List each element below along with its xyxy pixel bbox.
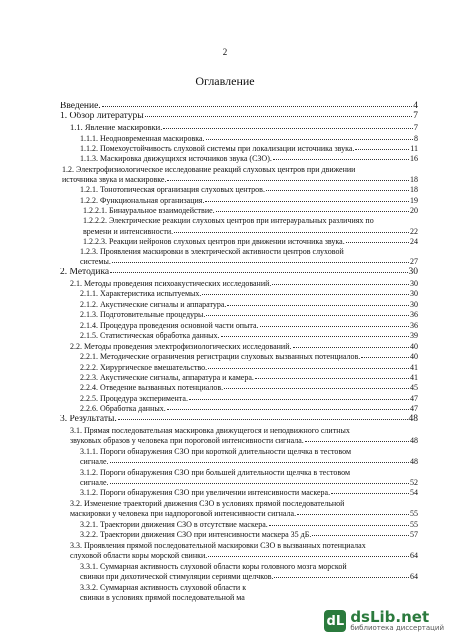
- toc-entry-page: 40: [410, 342, 418, 351]
- toc-entry-title: свинки при дихотической стимуляции сериями щелчков.: [80, 572, 274, 581]
- dot-leader: [346, 242, 409, 243]
- toc-entry[interactable]: [70, 342, 418, 351]
- toc-entry[interactable]: 3.1.1. Пороги обнаружения СЗО при короткой длительности щелчка в тестовом: [80, 447, 352, 456]
- toc-entry-page: 55: [410, 509, 418, 518]
- toc-entry-title: 1.1.2. Помехоустойчивость слуховой системы при локализации источника звука.: [80, 144, 355, 153]
- toc-entry[interactable]: [83, 227, 418, 236]
- dot-leader: [266, 190, 409, 191]
- toc-entry-title: 2.1.5. Статистическая обработка данных.: [80, 331, 220, 340]
- dot-leader: [312, 535, 409, 536]
- toc-entry-title: времени и интенсивности.: [83, 227, 174, 236]
- toc-entry[interactable]: [80, 363, 418, 372]
- toc-entry-page: 47: [410, 404, 418, 413]
- toc-entry-page: 64: [410, 572, 418, 581]
- toc-entry[interactable]: 3.3. Проявления прямой последовательной маскировки СЗО в вызванных потенциалах: [70, 541, 366, 550]
- dot-leader: [361, 357, 409, 358]
- toc-entry-title: 1.1.3. Маскировка движущихся источников звука (СЗО).: [80, 154, 272, 163]
- toc-entry-title: системы.: [80, 257, 111, 266]
- toc-entry[interactable]: [80, 144, 418, 153]
- toc-entry[interactable]: [80, 488, 418, 497]
- dot-leader: [112, 262, 409, 263]
- toc-entry[interactable]: 1.2.3. Проявления маскировки в электрической активности центров слуховой: [80, 247, 344, 256]
- dot-leader: [189, 399, 409, 400]
- toc-entry-page: 52: [410, 478, 418, 487]
- page-number: 2: [222, 47, 228, 57]
- toc-entry[interactable]: [80, 196, 418, 205]
- dot-leader: [110, 272, 407, 273]
- toc-entry-title: 2.2.2. Хирургическое вмешательство.: [80, 363, 208, 372]
- toc-entry[interactable]: [80, 300, 418, 309]
- toc-entry-title: слуховой области коры морской свинки.: [70, 551, 208, 560]
- toc-entry[interactable]: [80, 289, 418, 298]
- toc-entry-title: 2.2.6. Обработка данных.: [80, 404, 166, 413]
- toc-entry-title: 1.2.2.1. Бинауральное взаимодействие.: [83, 206, 215, 215]
- toc-entry-page: 7: [413, 122, 418, 132]
- toc-entry[interactable]: [80, 331, 418, 340]
- toc-entry[interactable]: [70, 509, 418, 518]
- toc-entry-page: 41: [410, 373, 418, 382]
- toc-entry[interactable]: [80, 572, 418, 581]
- dot-leader: [224, 388, 409, 389]
- toc-entry[interactable]: [60, 415, 418, 424]
- dot-leader: [305, 441, 409, 442]
- toc-entry[interactable]: [80, 321, 418, 330]
- dot-leader: [145, 116, 413, 117]
- toc-entry[interactable]: [80, 154, 418, 163]
- toc-entry-page: 30: [410, 279, 418, 288]
- dot-leader: [102, 106, 413, 107]
- dot-leader: [255, 378, 409, 379]
- toc-entry-title: 1.1.1. Неодновременная маскировка.: [80, 134, 205, 143]
- dot-leader: [110, 462, 409, 463]
- toc-entry-title: источника звука и маскировке.: [62, 175, 167, 184]
- toc-entry-title: 2.2. Методы проведения электрофизиологических исследований.: [70, 342, 292, 351]
- toc-entry-page: 64: [410, 551, 418, 560]
- toc-entry-title: 1.2.2. Функциональная организация.: [80, 196, 205, 205]
- toc-entry-title: 3.2.1. Траектории движения СЗО в отсутствие маскера.: [80, 520, 268, 529]
- toc-entry[interactable]: [70, 123, 418, 132]
- toc-entry-title: 2. Методика: [60, 268, 110, 277]
- toc-entry[interactable]: [80, 185, 418, 194]
- toc-entry-title: 2.1.1. Характеристика испытуемых.: [80, 289, 202, 298]
- toc-entry-page: 30: [410, 300, 418, 309]
- toc-entry[interactable]: [60, 102, 418, 111]
- toc-entry[interactable]: свинки в условиях прямой последовательной ма: [80, 593, 245, 602]
- dot-leader: [269, 525, 409, 526]
- dot-leader: [206, 315, 409, 316]
- dot-leader: [272, 284, 409, 285]
- toc-entry-page: 4: [413, 101, 418, 111]
- toc-entry-page: 27: [410, 257, 418, 266]
- toc-entry-page: 30: [410, 289, 418, 298]
- toc-entry[interactable]: [80, 520, 418, 529]
- dot-leader: [174, 232, 409, 233]
- dot-leader: [167, 409, 409, 410]
- toc-entry-page: 36: [410, 310, 418, 319]
- toc-entry-page: 24: [410, 237, 418, 246]
- toc-entry-title: 2.1.2. Акустические сигналы и аппаратура.: [80, 300, 227, 309]
- toc-entry[interactable]: [80, 373, 418, 382]
- toc-entry-title: сигнале.: [80, 478, 109, 487]
- dot-leader: [221, 336, 409, 337]
- toc-entry[interactable]: 3.3.1. Суммарная активность слуховой области коры головного мозга морской: [80, 562, 347, 571]
- toc-entry[interactable]: [70, 436, 418, 445]
- toc-entry[interactable]: 3.2. Изменение траекторий движения СЗО в условиях прямой последовательной: [70, 499, 345, 508]
- toc-entry-title: 1.1. Явление маскировки.: [70, 123, 163, 132]
- toc-entry-page: 16: [410, 154, 418, 163]
- dot-leader: [163, 128, 412, 129]
- toc-entry[interactable]: [80, 134, 418, 143]
- watermark-brand: dsLib.net: [350, 608, 430, 626]
- toc-entry-title: 2.2.5. Процедура эксперимента.: [80, 394, 188, 403]
- toc-title: Оглавление: [195, 74, 255, 88]
- toc-entry[interactable]: 3.1.2. Пороги обнаружения СЗО при большей длительности щелчка в тестовом: [80, 468, 351, 477]
- toc-entry-title: 3.2.2. Траектории движения СЗО при интенсивности маскера 35 дБ.: [80, 530, 312, 539]
- dot-leader: [227, 305, 409, 306]
- toc-entry-title: 2.1.3. Подготовительные процедуры.: [80, 310, 206, 319]
- toc-entry[interactable]: [60, 112, 418, 121]
- dot-leader: [293, 347, 410, 348]
- toc-entry[interactable]: [80, 457, 418, 466]
- toc-entry-page: 7: [413, 111, 418, 121]
- dot-leader: [331, 493, 409, 494]
- toc-entry[interactable]: [80, 310, 418, 319]
- toc-entry-title: 3. Результаты.: [60, 415, 117, 424]
- dot-leader: [260, 326, 409, 327]
- toc-entry-page: 22: [410, 227, 418, 236]
- toc-entry-page: 36: [410, 321, 418, 330]
- toc-entry-title: 1.2.2.3. Реакции нейронов слуховых центров при движении источника звука.: [83, 237, 345, 246]
- toc-entry[interactable]: [80, 383, 418, 392]
- toc-entry-title: 3.1.2. Пороги обнаружения СЗО при увеличении интенсивности маскера.: [80, 488, 331, 497]
- dot-leader: [167, 180, 409, 181]
- dot-leader: [202, 294, 409, 295]
- toc-entry-title: 2.2.1. Методические ограничения регистрации слуховых вызванных потенциалов.: [80, 352, 361, 361]
- toc-entry[interactable]: [60, 268, 418, 277]
- toc-entry[interactable]: [70, 551, 418, 560]
- toc-entry[interactable]: 3.3.2. Суммарная активность слуховой области к: [80, 583, 247, 592]
- toc-entry-page: 19: [410, 196, 418, 205]
- toc-entry[interactable]: [80, 352, 418, 361]
- toc-entry-title: звуковых образов у человека при пороговой интенсивности сигнала.: [70, 436, 304, 445]
- toc-entry[interactable]: [80, 394, 418, 403]
- toc-entry-page: 39: [410, 331, 418, 340]
- toc-entry-title: 2.2.4. Отведение вызванных потенциалов.: [80, 383, 224, 392]
- toc-entry-title: 2.1. Методы проведения психоакустических исследований.: [70, 279, 272, 288]
- dot-leader: [206, 139, 413, 140]
- dot-leader: [208, 368, 409, 369]
- toc-entry-title: 2.2.3. Акустические сигналы, аппаратура и камера.: [80, 373, 254, 382]
- toc-entry[interactable]: [80, 530, 418, 539]
- dot-leader: [297, 514, 409, 515]
- logo-icon: dL: [324, 610, 346, 632]
- dot-leader: [205, 201, 409, 202]
- dot-leader: [208, 556, 409, 557]
- toc-entry-title: маскировки у человека при надпороговой интенсивности сигнала.: [70, 509, 297, 518]
- toc-entry-page: 48: [408, 414, 418, 424]
- toc-entry[interactable]: [80, 404, 418, 413]
- toc-entry-page: 8: [414, 134, 418, 143]
- toc-entry[interactable]: [62, 175, 418, 184]
- watermark-subtitle: библиотека диссертаций: [350, 624, 444, 632]
- dot-leader: [216, 211, 409, 212]
- toc-entry-page: 20: [410, 206, 418, 215]
- toc-entry-page: 45: [410, 383, 418, 392]
- toc-entry-page: 40: [410, 352, 418, 361]
- dot-leader: [355, 149, 409, 150]
- toc-entry[interactable]: 1.2.2.2. Электрические реакции слуховых центров при интерауральных различиях по: [83, 216, 374, 225]
- watermark[interactable]: [324, 610, 444, 632]
- toc-entry-page: 54: [410, 488, 418, 497]
- toc-entry-title: 1.2.1. Тонотопическая организация слуховых центров.: [80, 185, 265, 194]
- toc-entry-page: 11: [410, 144, 418, 153]
- toc-entry-page: 41: [410, 363, 418, 372]
- toc-entry-page: 48: [410, 457, 418, 466]
- dot-leader: [110, 483, 409, 484]
- toc-entry[interactable]: [83, 237, 418, 246]
- toc-entry-page: 57: [410, 530, 418, 539]
- toc-entry-page: 30: [408, 267, 418, 277]
- dot-leader: [273, 159, 409, 160]
- toc-entry-page: 48: [410, 436, 418, 445]
- toc-entry[interactable]: [83, 206, 418, 215]
- dot-leader: [118, 419, 408, 420]
- toc-entry-page: 47: [410, 394, 418, 403]
- toc-entry-title: сигнале.: [80, 457, 109, 466]
- toc-entry[interactable]: [80, 478, 418, 487]
- toc-entry-title: 2.1.4. Процедура проведения основной части опыта.: [80, 321, 259, 330]
- toc-entry-page: 55: [410, 520, 418, 529]
- toc-entry-title: Введение.: [60, 102, 101, 111]
- toc-entry-page: 18: [410, 185, 418, 194]
- toc-entry[interactable]: [70, 279, 418, 288]
- toc-entry[interactable]: [80, 257, 418, 266]
- toc-entry-page: 18: [410, 175, 418, 184]
- dot-leader: [274, 577, 409, 578]
- toc-entry[interactable]: 3.1. Прямая последовательная маскировка движущегося и неподвижного слитных: [70, 426, 350, 435]
- toc-entry[interactable]: 1.2. Электрофизиологическое исследование реакций слуховых центров при движении: [62, 165, 356, 174]
- toc-entry-title: 1. Обзор литературы: [60, 112, 144, 121]
